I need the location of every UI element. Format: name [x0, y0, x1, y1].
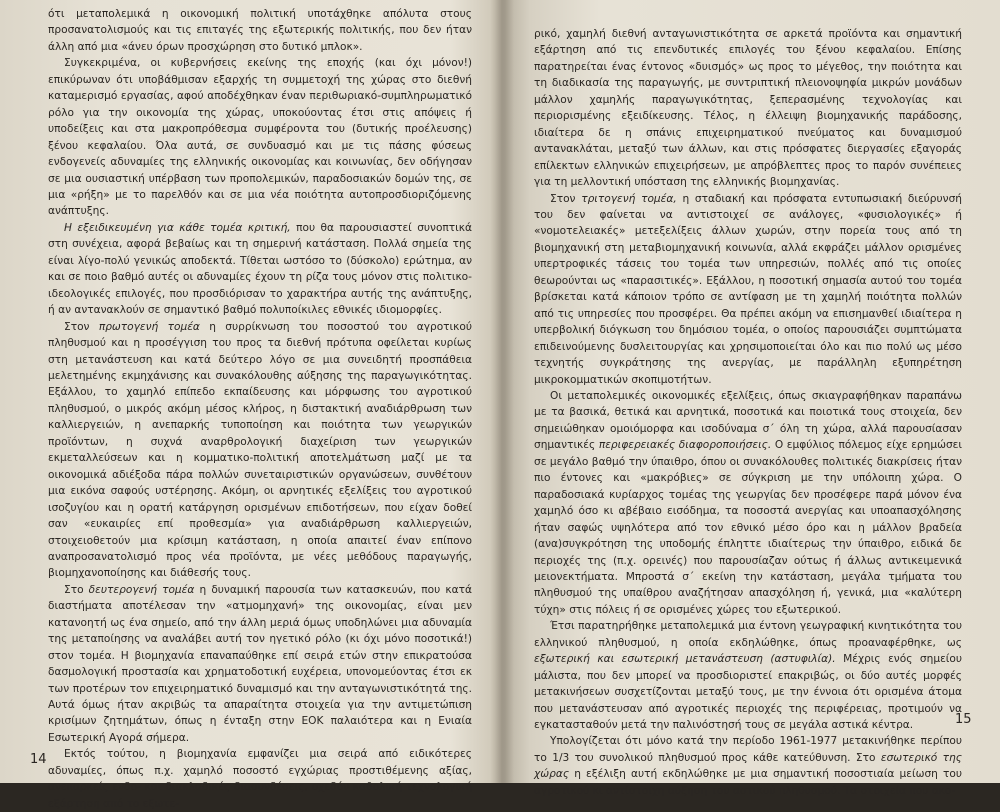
- paragraph-text: Στο: [64, 583, 89, 596]
- paragraph-text: Στον: [550, 192, 582, 205]
- paragraph-text: Έτσι παρατηρήθηκε μεταπολεμικά μια έντονη γεωγραφική κινητικότητα του ελληνικού πληθυσμού, η οποία εκδηλώθηκε, όπως προαναφέρθηκε, ως: [534, 620, 962, 649]
- paragraph-text: η σταδιακή και πρόσφατα εντυπωσιακή διεύρυνσή του δεν φαίνεται να αντιστοιχεί σε ανάλογες, «φυσιολογικές» ή «νομοτελειακές» μετεξελίξεις άλλων χωρών, στην πορεία τους από τη βιομηχανική στη μεταβιομηχανική κοινωνία, αλλά εκφράζει μάλλον ορισμένες υπερτροφικές τάσεις του τομέα των υπηρεσιών, πολλές από τις οποίες θεωρούνται ως «παρασιτικές». Εξάλλου, η ποσοτική σημασία αυτού του τομέα βρίσκεται κατά κάποιον τρόπο σε αντίφαση με τη χαμηλή ποιότητα πολλών από τις υπηρεσίες που προσφέρει. Θα πρέπει ακόμη να επισημανθεί ιδιαίτερα η υπερβολική διόγκωση του δημόσιου τομέα, ο οποίος παρουσιάζει συμπτώματα επιδεινούμενης δυσλειτουργίας και χρησιμοποιείται όλο και πιο πολύ ως μέσο τεχνητής συγκράτησης της ανεργίας, με παράλληλη εξυπηρέτηση μικροκομματικών σκοπιμοτήτων.: [534, 192, 962, 386]
- paragraph-text: η δυναμική παρουσία των κατασκευών, που κατά διαστήματα αποτέλεσαν την «ατμομηχανή» της οικονομίας, είναι μεν κατανοητή ως ένα σημείο, από την άλλη μεριά όμως υποδηλώνει μια αδυναμία της μεταποίησης να αναλάβει αυτή τον ηγετικό ρόλο (κι όχι μόνο ποσοτικά!) στον τομέα. Η βιομηχανία επαναπαύθηκε επί σειρά ετών στην επικρατούσα δασμολογική προστασία και χρηματοδοτική ευχέρεια, υπονομεύοντας έτσι εκ των προτέρων τον επιχειρηματικό δυναμισμό και την ανταγωνιστικότητά της. Αυτά όμως ήταν ακριβώς τα απαραίτητα στοιχεία για την αντιμετώπιση κρισίμων ζητημάτων, όπως η ένταξη στην ΕΟΚ παλαιότερα και η Ενιαία Εσωτερική Αγορά σήμερα.: [48, 583, 472, 744]
- paragraph-text: ότι μεταπολεμικά η οικονομική πολιτική υποτάχθηκε απόλυτα στους προσανατολισμούς και τις επιταγές της εξωτερικής πολιτικής, που δεν ήταν άλλη από μια «άνευ όρων προσχώρηση στο δυτικό μπλοκ».: [48, 8, 472, 53]
- paragraph-text: η συρρίκνωση του ποσοστού του αγροτικού πληθυσμού και η προσέγγιση του προς τα διεθνή πρότυπα οφείλεται κυρίως στη μετανάστευση και κατά δεύτερο λόγο σε μια συνειδητή προσπάθεια μελετημένης εκμηχάνισης και συνακόλουθης αύξησης της παραγωγικότητας. Εξάλλου, το χαμηλό επίπεδο εκπαίδευσης και μόρφωσης του αγροτικού πληθυσμού, ο μικρός ακόμη μέσος κλήρος, η διστακτική αναδιάρθρωση των καλλιεργειών, η ανεπαρκής τυποποίηση και ποιότητα των γεωργικών προϊόντων, η συχνά αναρθρολογική διαχείριση των γεωργικών εκμεταλλεύσεων και η κομματικο-πολιτική αποτελμάτωση μαζί με τα οικονομικά αδιέξοδα πάρα πολλών συνεταιριστικών οργανώσεων, συνθέτουν μια εικόνα σαφούς υστέρησης. Ακόμη, οι αρνητικές εξελίξεις του αγροτικού ισοζυγίου και η ορατή κατάργηση ορισμένων επιδοτήσεων, που είχαν δοθεί σαν «ευκαιρίες επί προθεσμία» για αναδιάρθρωση καλλιεργειών, στοιχειοθετούν μια κρίσιμη κατάσταση, η οποία απαιτεί έναν επίπονο αναπροσανατολισμό προς νέα προϊόντα, με νέες μεθόδους παραγωγής, βιομηχανοποίησης και διάθεσής τους.: [48, 320, 472, 580]
- paragraph-text: η εξέλιξη αυτή εκδηλώθηκε με μια σημαντική ποσοστιαία μείωση του αγροτικού κι αντίστοιχη αύξηση του αστικού πληθυσμού. Τα στοιχεία που ακο-: [534, 768, 962, 797]
- paragraph-text: Μέχρις ενός σημείου μάλιστα, που δεν μπορεί να προσδιοριστεί επακριβώς, οι δύο αυτές μορφές μετακινήσεων συσχετίζονται μεταξύ τους, με την έννοια ότι ορισμένα άτομα που μετανάστευσαν από αγροτικές περιοχές της περιφέρειας, προτιμούν να εγκατασταθούν μετά την παλινόστησή τους σε μεγάλα αστικά κέντρα.: [534, 653, 962, 732]
- emphasis-text: δευτερογενή τομέα: [88, 583, 195, 596]
- paragraph: [48, 746, 472, 812]
- emphasis-text: εσωτερικό της χώρας: [534, 751, 962, 781]
- paragraph-text: Ο εμφύλιος πόλεμος είχε ερημώσει σε μεγάλο βαθμό την ύπαιθρο, όπου οι συνακόλουθες πολιτικές διακρίσεις ήταν πιο έντονες και «μακρόβιες» σε σύγκριση με την υπόλοιπη χώρα. Ο παραδοσιακά κυρίαρχος τομέας της γεωργίας δεν προσέφερε παρά μόνον ένα χαμηλό όσο κι αβέβαιο εισόδημα, τα ποσοστά ανεργίας και υποαπασχόλησης ήταν σαφώς υψηλότερα από τον εθνικό μέσο όρο και η μάλλον βραδεία (ανα)συγκρότηση της υποδομής έπληττε ιδιαίτερως την ύπαιθρο, ειδικά δε περιοχές της (π.χ. ορεινές) που παρουσίαζαν ούτως ή άλλως αντικειμενικά μειονεκτήματα. Μπροστά σ΄ εκείνη την κατάσταση, μεγάλα τμήματα του πληθυσμού της υπαίθρου αναζήτησαν απασχόληση ή, γενικά, μια «καλύτερη τύχη» στις πόλεις ή σε ορισμένες χώρες του εξωτερικού.: [534, 439, 962, 616]
- paragraph-text: Οι μεταπολεμικές οικονομικές εξελίξεις, όπως σκιαγραφήθηκαν παραπάνω με τα βασικά, θετικά και αρνητικά, ποσοτικά και ποιοτικά τους στοιχεία, δεν σημειώθηκαν ομοιόμορφα και ισοδύναμα σ΄ όλη τη χώρα, αλλά παρουσίασαν σημαντικές: [534, 389, 962, 452]
- emphasis-text: τριτογενή τομέα,: [581, 192, 677, 205]
- paragraph-text: Εκτός τούτου, η βιομηχανία εμφανίζει μια σειρά από ειδικότερες αδυναμίες, όπως π.χ. χαμηλό ποσοστό εγχώριας προστιθέμενης αξίας, ανεπαρκείς ενδο- και διακλαδικές διασυνδέσεις, σχεδόν καθολική τεχνολογική εξάρτηση από το εξωτε-: [48, 748, 472, 810]
- emphasis-text: Η εξειδικευμένη για κάθε τομέα κριτική,: [64, 221, 291, 234]
- page-number-right: 15: [955, 712, 972, 727]
- paragraph: [48, 319, 472, 582]
- paragraph: [534, 191, 962, 388]
- emphasis-text: πρωτογενή τομέα: [98, 320, 200, 333]
- book-gutter: [490, 0, 514, 783]
- paragraph-text: που θα παρουσιαστεί συνοπτικά στη συνέχεια, αφορά βεβαίως και τη σημερινή κατάσταση. Πολλά σημεία της είναι λίγο-πολύ γενικώς αποδεκτά. Τίθεται ωστόσο το (δύσκολο) ερώτημα, αν και σε ποιο βαθμό αυτές οι αδυναμίες έχουν τη ρίζα τους μόνον στις πολιτικο-ιδεολογικές επιλογές, που προσδιόρισαν το χαρακτήρα αυτής της ανάπτυξης, ή αν αντανακλούν σε σημαντικό βαθμό πολυποίκιλες εθνικές ιδιομορφίες.: [48, 221, 472, 317]
- right-page: [534, 26, 962, 799]
- paragraph: [48, 220, 472, 319]
- paragraph: [48, 6, 472, 55]
- paragraph: [534, 618, 962, 733]
- paragraph: [48, 55, 472, 220]
- paragraph: [534, 388, 962, 618]
- paragraph-text: Υπολογίζεται ότι μόνο κατά την περίοδο 1961-1977 μετακινήθηκε περίπου το 1/3 του συνολικού πληθυσμού προς κάθε κατεύθυνση. Στο: [534, 735, 962, 764]
- paragraph-text: Στον: [64, 320, 99, 333]
- paragraph-text: Συγκεκριμένα, οι κυβερνήσεις εκείνης της εποχής (και όχι μόνον!) επικύρωναν ότι υποβάθμισαν εξαρχής τη συμμετοχή της χώρας στο διεθνή καταμερισμό εργασίας, αφού αποδέχθηκαν έναν περιθωριακό-συμπληρωματικό ρόλο για την οικονομία της χώρας, υποκούοντας έτσι στις απόψεις ή υποδείξεις και στα μακροπρόθεσμα συμφέροντα του (δυτικής προέλευσης) ξένου κεφαλαίου. Όλα αυτά, σε συνδυασμό και με τις πάσης φύσεως ενδογενείς αδυναμίες της ελληνικής οικονομίας και κοινωνίας, δεν οδήγησαν σε μια ουσιαστική υπέρβαση των προπολεμικών, παραδοσιακών δομών της, σε μια «ρήξη» με το παρελθόν και σε μια νέα ποιότητα αυτοπροσδιοριζόμενης ανάπτυξης.: [48, 57, 472, 218]
- page-number-left: 14: [30, 752, 47, 767]
- emphasis-text: περιφερειακές διαφοροποιήσεις.: [598, 439, 772, 452]
- paragraph: [48, 582, 472, 747]
- paragraph: [534, 733, 962, 799]
- emphasis-text: εξωτερική και εσωτερική μετανάστευση (αστυφιλία).: [534, 653, 836, 666]
- paragraph: [534, 26, 962, 191]
- left-page: [48, 6, 472, 812]
- paragraph-text: ρικό, χαμηλή διεθνή ανταγωνιστικότητα σε αρκετά προϊόντα και σημαντική εξάρτηση από τις επενδυτικές επιλογές του ξένου κεφαλαίου. Επίσης παρατηρείται ένας έντονος «δυισμός» ως προς το μέγεθος, την ποιότητα και τη διαδικασία της παραγωγής, με συντριπτική πλειονοψηφία μικρών μονάδων μάλλον χαμηλής παραγωγικότητας, ξεπερασμένης τεχνολογίας και περιορισμένης εξειδίκευσης. Τέλος, η έλλειψη βιομηχανικής παράδοσης, ιδιαίτερα δε η σπάνις επιχειρηματικού πνεύματος και δυναμισμού αντανακλάται, μεταξύ των άλλων, και στις πρόσφατες διεργασίες εξαγοράς επίλεκτων ελληνικών επιχειρήσεων, με απρόβλεπτες προς το παρόν συνέπειες για τη μελλοντική υπόσταση της ελληνικής βιομηχανίας.: [534, 28, 962, 189]
